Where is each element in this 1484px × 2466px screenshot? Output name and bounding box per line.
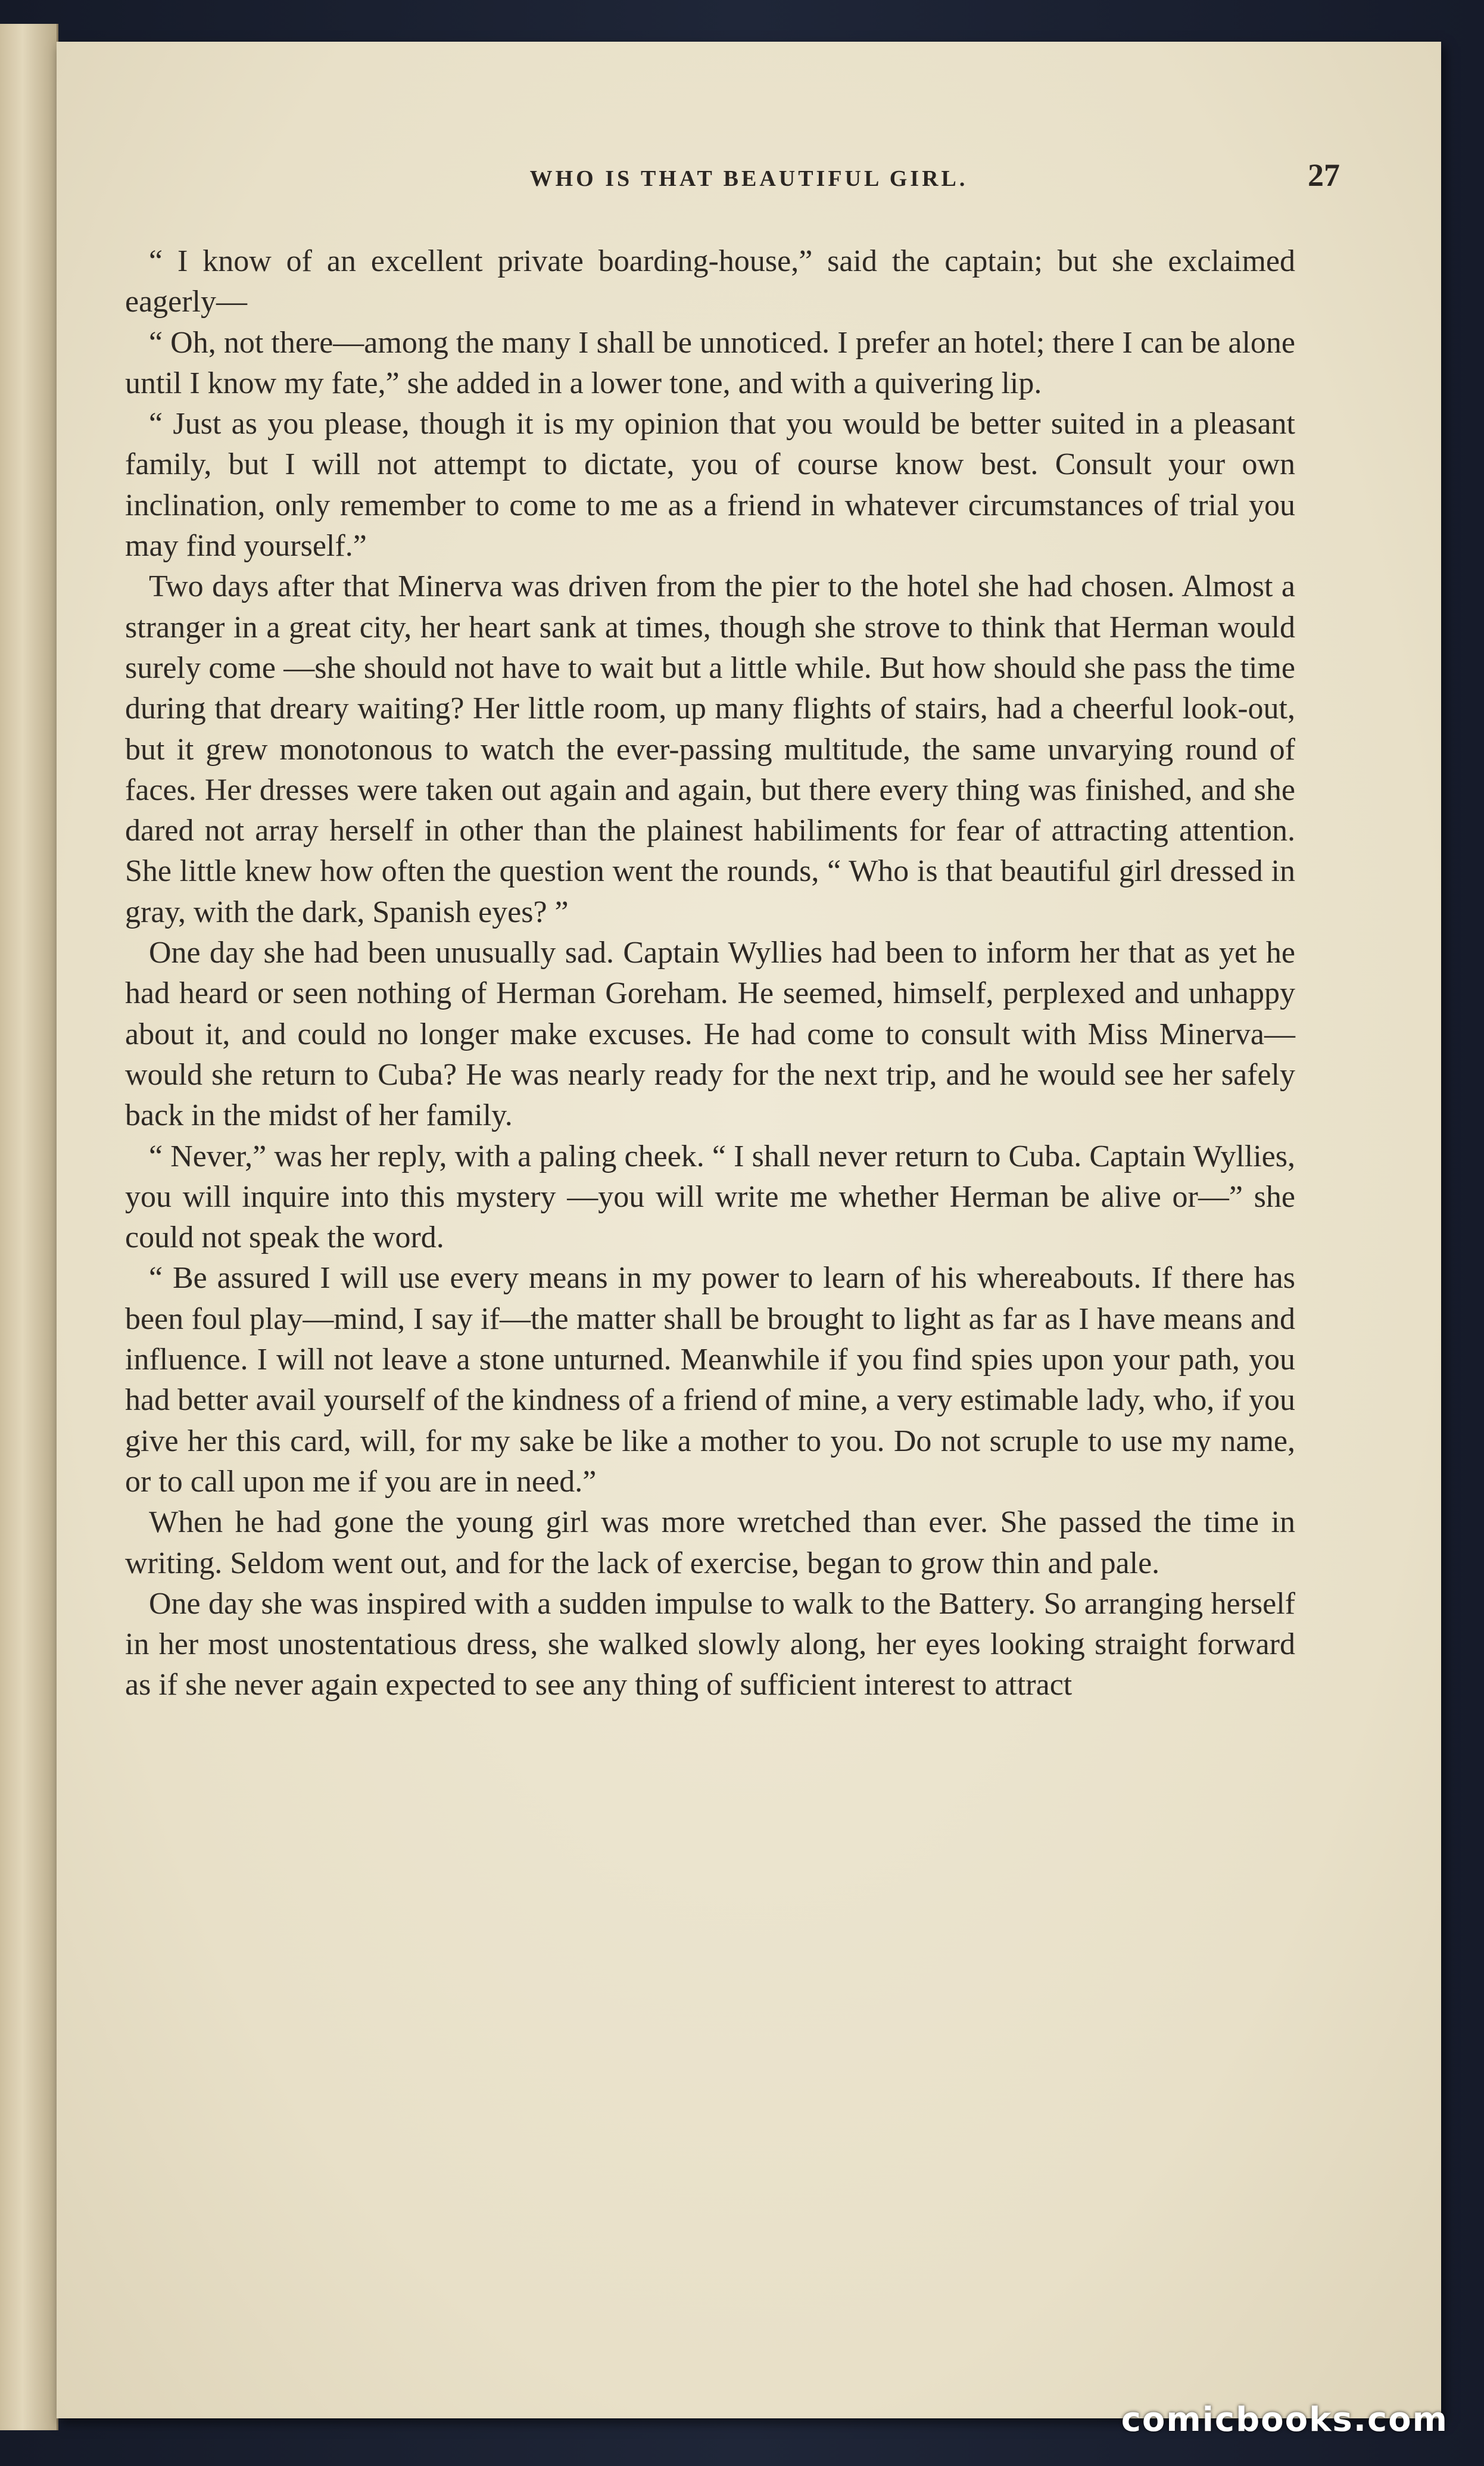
paragraph-7: “ Be assured I will use every means in my power to learn of his whereabouts. If there has been foul play—mind, I say if—the matter shall be brought to light as far as I have means and influence. I will not leave a stone unturned. Meanwhile if you find spies upon your path, you had better avail yourself of the kindness of a friend of mine, a very estimable lady, who, if you give her this card, will, for my sake be like a mother to you. Do not scruple to use my name, or to call upon me if you are in need.” [125,1261,1295,1499]
book-spine [0,24,58,2430]
paragraph-6: “ Never,” was her reply, with a paling cheek. “ I shall never return to Cuba. Captain Wyllies, you will inquire into this mystery —you will write me whether Herman be alive or—” she could not speak the word. [125,1139,1295,1255]
page-number: 27 [1308,157,1340,193]
paragraph-2: “ Oh, not there—among the many I shall be unnoticed. I prefer an hotel; there I can be alone until I know my fate,” she added in a lower tone, and with a quivering lip. [125,325,1295,400]
watermark: comicbooks.com [1121,2400,1448,2439]
body-text [125,241,1295,1706]
paragraph-8: When he had gone the young girl was more wretched than ever. She passed the time in writing. Seldom went out, and for the lack of exercise, began to grow thin and pale. [125,1505,1295,1580]
paragraph-4: Two days after that Minerva was driven from the pier to the hotel she had chosen. Almost a stranger in a great city, her heart sank at times, though she strove to think that Herman would surely come —she should not have to wait but a little while. But how should she pass the time during that dreary waiting? Her little room, up many flights of stairs, had a cheerful look-out, but it grew monotonous to watch the ever-passing multitude, the same unvarying round of faces. Her dresses were taken out again and again, but there every thing was finished, and she dared not array herself in other than the plainest habiliments for fear of attracting attention. She little knew how often the question went the rounds, “ Who is that beautiful girl dressed in gray, with the dark, Spanish eyes? ” [125,569,1295,929]
running-head [57,124,1441,193]
paragraph-5: One day she had been unusually sad. Captain Wyllies had been to inform her that as yet he had heard or seen nothing of Herman Goreham. He seemed, himself, perplexed and unhappy about it, and could no longer make excuses. He had come to consult with Miss Minerva—would she return to Cuba? He was nearly ready for the next trip, and he would see her safely back in the midst of her family. [125,936,1295,1133]
paragraph-1: “ I know of an excellent private boarding-house,” said the captain; but she exclaimed eagerly— [125,244,1295,319]
paragraph-9: One day she was inspired with a sudden impulse to walk to the Battery. So arranging herself in her most unostentatious dress, she walked slowly along, her eyes looking straight forward as if she never again expected to see any thing of sufficient interest to attract [125,1586,1295,1702]
paragraph-3: “ Just as you please, though it is my opinion that you would be better suited in a pleasant family, but I will not attempt to dictate, you of course know best. Consult your own inclination, only remember to come to me as a friend in whatever circumstances of trial you may find yourself.” [125,407,1295,563]
running-title: WHO IS THAT BEAUTIFUL GIRL. [529,166,968,191]
